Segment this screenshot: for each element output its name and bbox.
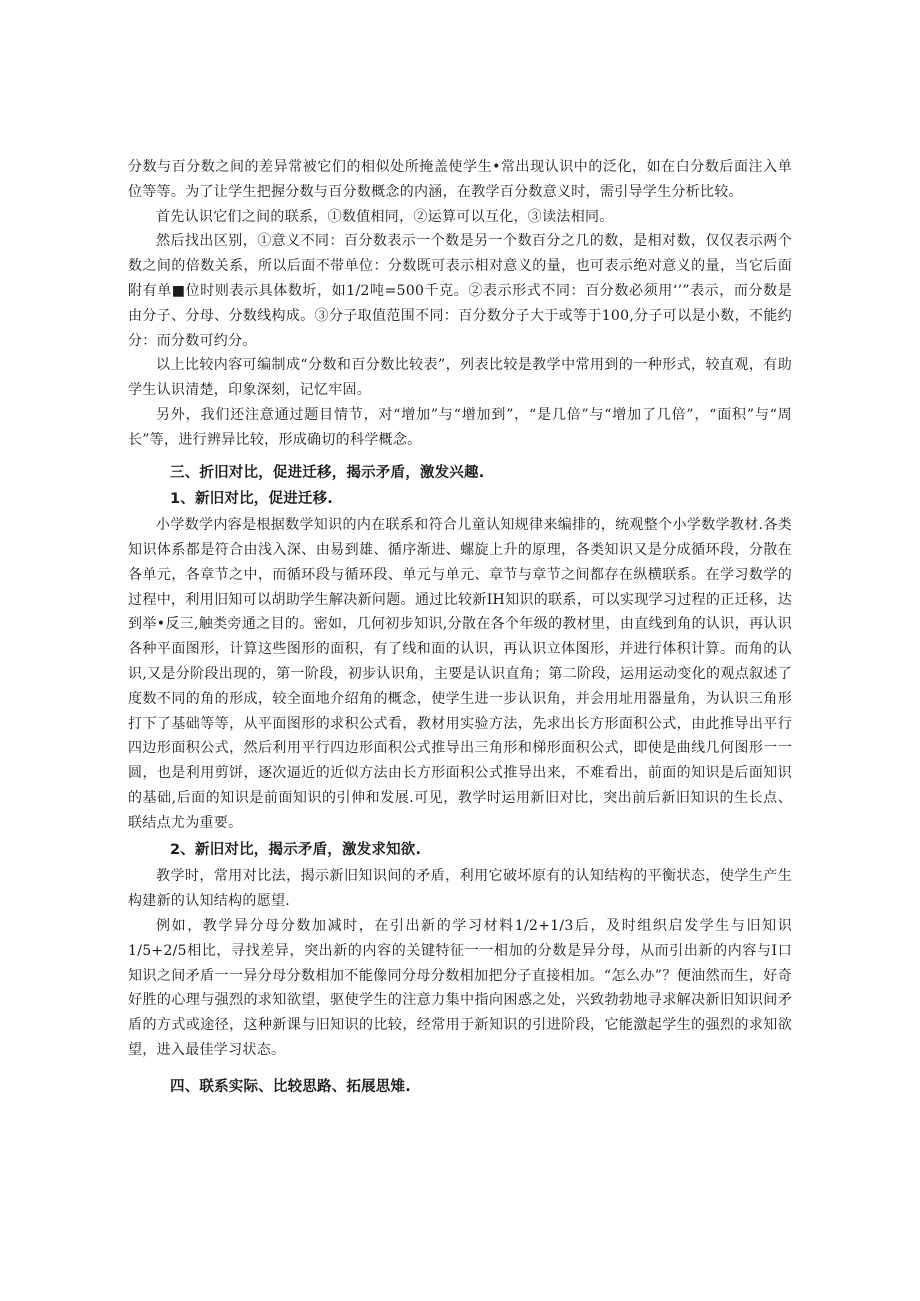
paragraph-discrimination: 另外，我们还注意通过题目情节，对“增加”与“增加到”，“是几倍”与“增加了几倍”，“面积”与“周长”等，进行辨异比较，形成确切的科学概念。 xyxy=(128,406,792,448)
paragraph-intro: 分数与百分数之间的差异常被它们的相似处所掩盖使学生•常出现认识中的泛化，如在白分数后面注入单位等等。为了让学生把握分数与百分数概念的内涵，在教学百分数意义时，需引导学生分析比较。 xyxy=(128,159,792,200)
paragraph-fraction-example: 例如，教学异分母分数加减时，在引出新的学习材料1/2+1/3后，及时组织启发学生与旧知识1/5+2/5相比，寻找差异，突出新的内容的关键特征一一相加的分数是异分母，从而引出新的内容与I口知识之间矛盾一一异分母分数相加不能像同分母分数相加把分子直接相加。“怎么办”？便油然而生，好奇好胜的心理与强烈的求知欲望，驱使学生的注意力集中指向困惑之处，兴致勃勃地寻求解决新旧知识间矛盾的方式或途径，这种新课与旧知识的比较，经常用于新知识的引进阶段，它能激起学生的强烈的求知欲望，进入最佳学习状态。 xyxy=(128,917,792,1058)
paragraph-knowledge-structure: 小学数学内容是根据数学知识的内在联系和符合儿童认知规律来编排的，统观整个小学数学教材.各类知识体系都是符合由浅入深、由易到雄、循序渐进、螺旋上升的原理，各类知识又是分成循环段，分散在各单元，各章节之中，而循环段与循环段、单元与单元、章节与章节之间都存在纵横联系。在学习数学的过程中，利用旧知可以胡助学生解决新问题。通过比较新IH知识的联系，可以实现学习过程的正迁移，达到举•反三,触类旁通之目的。密如，几何初步知识,分散在各个年级的教材里，由直线到角的认识，再认识各种平面图形，计算这些图形的面积，有了线和面的认识，再认识立体图形，并进行体积计算。而角的认识,又是分阶段出现的，第一阶段，初步认识角，主要是认识直角；第二阶段，运用运动变化的观点叙述了度数不同的角的形成，较全面地介绍角的概念，使学生进一步认识角，并会用址用器量角，为认识三角形打下了基础等等，从平面图形的求积公式看，教材用实验方法，先求出长方形面积公式，由此推导出平行四边形面积公式，然后利用平行四边形面积公式推导出三角形和梯形面积公式，即使是曲线几何图形一一圆，也是利用剪饼，逐次逼近的近似方法由长方形面积公式推导出来，不难看出，前面的知识是后面知识的基础,后面的知识是前面知识的引伸和发展.可见，教学时运用新旧对比，突出前后新旧知识的生长点、联结点尤为重要。 xyxy=(128,517,792,831)
paragraph-connections: 首先认识它们之间的联系，①数值相同，②运算可以互化，③读法相同。 xyxy=(156,208,614,225)
subsection-heading-1: 1、新旧对比，促进迁移. xyxy=(170,491,333,508)
section-heading-4: 四、联系实际、比较思路、拓展思雉. xyxy=(170,1078,411,1095)
document-page xyxy=(128,155,792,1099)
paragraph-differences: 然后找出区别，①意义不同：百分数表示一个数是另一个数百分之几的数，是相对数，仅仅表示两个数之间的倍数关系，所以后面不带单位：分数既可表示相对意义的量，也可表示绝对意义的量，当它后面附有单■位时则表示具体数圻，如1/2吨=500千克。②表示形式不同：百分数必须用‘’”表示，而分数是由分子、分母、分数线构成。③分子取值范围不同：百分数分子大于或等于100,分子可以是小数，不能约分：而分数可约分。 xyxy=(128,233,792,349)
section-heading-3: 三、折旧对比，促进迁移，揭示矛盾，激发兴趣. xyxy=(170,464,485,481)
paragraph-comparison-table: 以上比较内容可编制成“分数和百分数比较表”，列表比较是教学中常用到的一种形式，较直观，有助学生认识清楚，印象深刻，记忆牢固。 xyxy=(128,357,792,399)
paragraph-contrast-method: 教学时，常用对比法，揭示新旧知识间的矛盾，利用它破坏原有的认知结构的平衡状态，使学生产生构建新的认知结构的愿望. xyxy=(128,868,792,910)
subsection-heading-2: 2、新旧对比，揭示矛盾，激发求知欲. xyxy=(170,841,422,858)
